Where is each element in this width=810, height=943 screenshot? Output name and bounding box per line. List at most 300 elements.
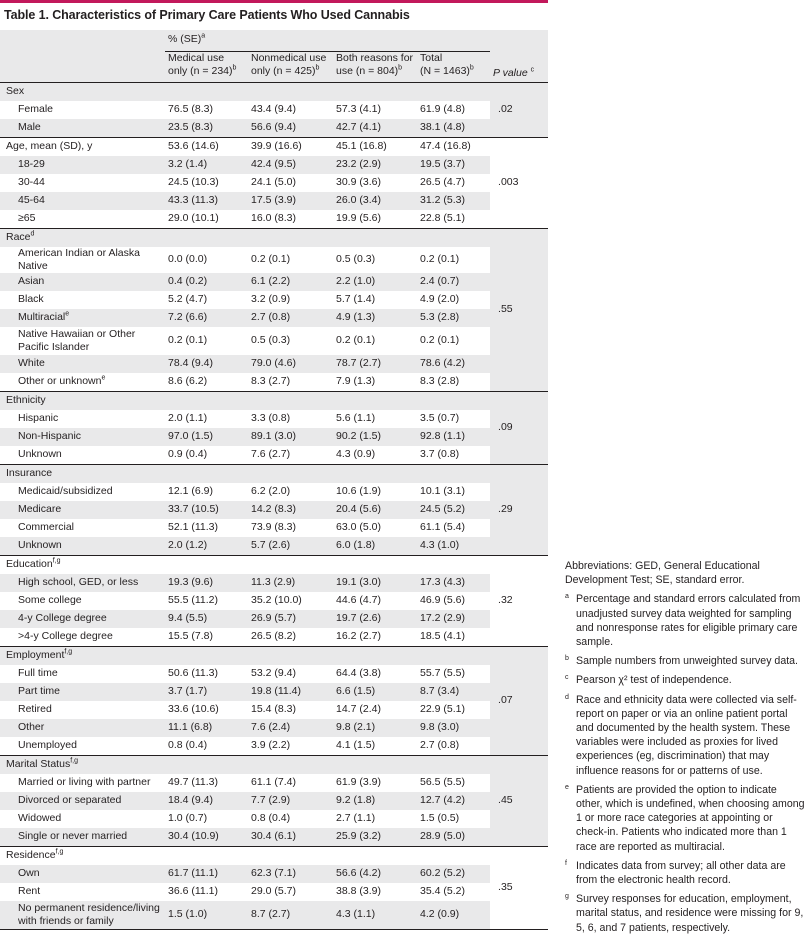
value-cell: 3.2 (1.4) xyxy=(168,158,208,170)
table-title: Table 1. Characteristics of Primary Care Patients Who Used Cannabis xyxy=(4,8,410,22)
table-row xyxy=(0,101,548,119)
table-row xyxy=(0,774,548,792)
value-cell: 50.6 (11.3) xyxy=(168,667,219,679)
table-row xyxy=(0,610,548,628)
footnote-list xyxy=(565,592,805,934)
value-cell: 5.6 (1.1) xyxy=(336,412,376,424)
section-value-cell xyxy=(165,82,248,101)
row-label-text: 4-y College degree xyxy=(18,612,107,624)
table-row xyxy=(0,273,548,291)
row-label xyxy=(0,309,165,327)
value-cell: 60.2 (5.2) xyxy=(420,867,465,879)
value-cell: 56.6 (4.2) xyxy=(336,867,381,879)
abbreviations: Abbreviations: GED, General Educational Development Test; SE, standard error. xyxy=(565,560,760,587)
value-cell: 8.6 (6.2) xyxy=(168,375,208,387)
value-cell: 16.0 (8.3) xyxy=(251,212,296,224)
section-value-cell xyxy=(333,228,417,247)
value-cell: 0.5 (0.3) xyxy=(251,334,291,346)
value-cell: 0.8 (0.4) xyxy=(168,739,208,751)
row-label-mark: e xyxy=(65,310,70,318)
row-label-text: >4-y College degree xyxy=(18,630,113,642)
col-line1: Nonmedical use xyxy=(251,52,327,64)
value-cell: 4.3 (1.1) xyxy=(336,908,376,920)
footnote xyxy=(565,654,805,668)
value-cell: 25.9 (3.2) xyxy=(336,830,381,842)
value-cell: 12.7 (4.2) xyxy=(420,794,465,806)
section-value-cell xyxy=(333,646,417,665)
value-cell: 18.4 (9.4) xyxy=(168,794,213,806)
section-value-cell xyxy=(333,755,417,774)
section-value-cell xyxy=(165,228,248,247)
section-label-mark: f,g xyxy=(70,757,78,765)
section-value-cell: 47.4 (16.8) xyxy=(420,140,471,152)
row-label xyxy=(0,519,165,537)
value-cell: 61.1 (5.4) xyxy=(420,521,465,533)
section-label-mark: f,g xyxy=(55,848,64,856)
value-cell: 9.2 (1.8) xyxy=(336,794,376,806)
section-value-cell xyxy=(165,755,248,774)
value-cell: 9.8 (2.1) xyxy=(336,721,376,733)
section-row xyxy=(0,391,548,410)
p-value: .32 xyxy=(498,594,513,606)
row-label-text: Female xyxy=(18,103,54,115)
section-value-cell xyxy=(165,391,248,410)
section-value-cell xyxy=(333,82,417,101)
row-label xyxy=(0,701,165,719)
footnote-mark: c xyxy=(565,674,569,682)
value-cell: 57.3 (4.1) xyxy=(336,103,381,115)
row-label-text: Other xyxy=(18,721,45,733)
section-label xyxy=(0,755,165,774)
value-cell: 7.6 (2.4) xyxy=(251,721,291,733)
value-cell: 12.1 (6.9) xyxy=(168,485,213,497)
value-cell: 0.2 (0.1) xyxy=(420,334,460,346)
table-notes xyxy=(565,559,805,940)
footnote-text: Patients are provided the option to indicate other, which is undefined, when choosing among 1 or more race categories at appointing or check-in. Patients who indicated more than 1 race are reported as multiracial. xyxy=(576,783,805,853)
row-label-text: Widowed xyxy=(18,812,62,824)
footnote xyxy=(565,783,805,854)
value-cell: 15.4 (8.3) xyxy=(251,703,296,715)
value-cell: 31.2 (5.3) xyxy=(420,194,465,206)
value-cell: 52.1 (11.3) xyxy=(168,521,219,533)
header-blank xyxy=(0,30,165,52)
row-label-text: Retired xyxy=(18,703,52,715)
table-row xyxy=(0,792,548,810)
footnote-mark: f xyxy=(565,859,567,867)
table-row xyxy=(0,865,548,883)
col-mark: b xyxy=(469,64,474,72)
section-value-cell: 39.9 (16.6) xyxy=(251,140,302,152)
value-cell: 23.5 (8.3) xyxy=(168,121,213,133)
value-cell: 19.1 (3.0) xyxy=(336,576,381,588)
row-label-text: Black xyxy=(18,293,44,305)
value-cell: 46.9 (5.6) xyxy=(420,594,465,606)
section-value-cell xyxy=(417,82,490,101)
value-cell: 26.5 (4.7) xyxy=(420,176,465,188)
row-label-mark: e xyxy=(101,374,106,382)
value-cell: 0.8 (0.4) xyxy=(251,812,291,824)
row-label xyxy=(0,828,165,847)
value-cell: 90.2 (1.5) xyxy=(336,430,381,442)
row-label xyxy=(0,355,165,373)
section-value-cell xyxy=(248,82,333,101)
row-label xyxy=(0,291,165,309)
value-cell: 19.3 (9.6) xyxy=(168,576,213,588)
col-line1: Total xyxy=(420,52,443,64)
table-row xyxy=(0,483,548,501)
section-label-text: Education xyxy=(6,558,53,570)
row-label xyxy=(0,683,165,701)
value-cell: 17.5 (3.9) xyxy=(251,194,296,206)
section-label-text: Sex xyxy=(6,85,25,97)
value-cell: 92.8 (1.1) xyxy=(420,430,465,442)
row-label xyxy=(0,446,165,465)
value-cell: 43.3 (11.3) xyxy=(168,194,219,206)
value-cell: 36.6 (11.1) xyxy=(168,885,219,897)
table xyxy=(0,30,548,930)
value-cell: 4.1 (1.5) xyxy=(336,739,376,751)
value-cell: 7.9 (1.3) xyxy=(336,375,376,387)
value-cell: 56.6 (9.4) xyxy=(251,121,296,133)
value-cell: 1.5 (0.5) xyxy=(420,812,460,824)
section-label-mark: d xyxy=(30,230,35,238)
value-cell: 11.1 (6.8) xyxy=(168,721,213,733)
section-row xyxy=(0,464,548,483)
value-cell: 9.4 (5.5) xyxy=(168,612,208,624)
value-cell: 8.3 (2.7) xyxy=(251,375,291,387)
table-row xyxy=(0,574,548,592)
value-cell: 78.6 (4.2) xyxy=(420,357,465,369)
section-row xyxy=(0,646,548,665)
row-label xyxy=(0,101,165,119)
row-label xyxy=(0,192,165,210)
section-value-cell xyxy=(417,846,490,865)
section-label-text: Marital Status xyxy=(6,758,71,770)
row-label-text: Single or never married xyxy=(18,830,128,842)
col-mark: b xyxy=(398,64,403,72)
section-label-text: Age, mean (SD), y xyxy=(6,140,93,152)
section-label xyxy=(0,846,165,865)
row-label xyxy=(0,774,165,792)
value-cell: 29.0 (10.1) xyxy=(168,212,219,224)
footnote xyxy=(565,892,805,935)
header-span-label: % (SE) xyxy=(168,33,202,45)
value-cell: 33.6 (10.6) xyxy=(168,703,219,715)
value-cell: 5.7 (2.6) xyxy=(251,539,291,551)
header-span xyxy=(165,30,490,52)
section-label-text: Insurance xyxy=(6,467,53,479)
row-label xyxy=(0,373,165,392)
value-cell: 6.1 (2.2) xyxy=(251,275,291,287)
row-label-text: Full time xyxy=(18,667,58,679)
value-cell: 3.7 (0.8) xyxy=(420,448,460,460)
pvalue-mark: c xyxy=(530,66,535,73)
value-cell: 0.2 (0.1) xyxy=(251,253,291,265)
header-col-nonmedical xyxy=(248,52,333,83)
table-row xyxy=(0,309,548,327)
footnote-text: Sample numbers from unweighted survey data. xyxy=(576,655,798,668)
value-cell: 17.2 (2.9) xyxy=(420,612,465,624)
value-cell: 0.2 (0.1) xyxy=(420,253,460,265)
row-label xyxy=(0,501,165,519)
value-cell: 14.2 (8.3) xyxy=(251,503,296,515)
section-row xyxy=(0,755,548,774)
row-label-text: Medicare xyxy=(18,503,62,515)
value-cell: 62.3 (7.1) xyxy=(251,867,296,879)
section-value-cell xyxy=(333,846,417,865)
section-value-cell: 45.1 (16.8) xyxy=(336,140,387,152)
p-value: .02 xyxy=(498,103,513,115)
row-label-text: ≥65 xyxy=(18,212,36,224)
section-value-cell xyxy=(333,391,417,410)
section-row xyxy=(0,82,548,101)
value-cell: 0.4 (0.2) xyxy=(168,275,208,287)
row-label xyxy=(0,574,165,592)
table-row xyxy=(0,683,548,701)
value-cell: 4.3 (0.9) xyxy=(336,448,376,460)
value-cell: 15.5 (7.8) xyxy=(168,630,213,642)
section-value-cell xyxy=(165,846,248,865)
row-label xyxy=(0,865,165,883)
section-value-cell xyxy=(333,555,417,574)
table-row xyxy=(0,291,548,309)
value-cell: 10.6 (1.9) xyxy=(336,485,381,497)
row-label xyxy=(0,665,165,683)
value-cell: 2.0 (1.2) xyxy=(168,539,208,551)
value-cell: 8.7 (3.4) xyxy=(420,685,460,697)
section-label xyxy=(0,555,165,574)
row-label-text: Non-Hispanic xyxy=(18,430,82,442)
row-label xyxy=(0,901,165,930)
section-value-cell xyxy=(165,555,248,574)
table-row xyxy=(0,665,548,683)
row-label-text: Native Hawaiian or Other Pacific Islander xyxy=(18,327,136,353)
footnote-mark: a xyxy=(565,593,569,601)
value-cell: 16.2 (2.7) xyxy=(336,630,381,642)
value-cell: 61.7 (11.1) xyxy=(168,867,219,879)
footnote-text: Survey responses for education, employment, marital status, and residence were missing for 9, 5, 6, and 7 patients, respectively. xyxy=(576,893,804,934)
table-row xyxy=(0,901,548,930)
table-body xyxy=(0,82,548,929)
header-col-total xyxy=(417,52,490,83)
row-label-text: Asian xyxy=(18,275,45,287)
table-row xyxy=(0,537,548,556)
row-label xyxy=(0,883,165,901)
row-label xyxy=(0,174,165,192)
col-line2: use (n = 804) xyxy=(336,65,399,77)
row-label xyxy=(0,210,165,229)
value-cell: 30.4 (6.1) xyxy=(251,830,296,842)
section-value-cell xyxy=(248,555,333,574)
value-cell: 7.7 (2.9) xyxy=(251,794,291,806)
row-label-text: Unknown xyxy=(18,539,62,551)
section-value-cell xyxy=(417,646,490,665)
row-label xyxy=(0,410,165,428)
value-cell: 53.2 (9.4) xyxy=(251,667,296,679)
col-line1: Both reasons for xyxy=(336,52,414,64)
col-line1: Medical use xyxy=(168,52,225,64)
value-cell: 2.7 (0.8) xyxy=(251,311,291,323)
value-cell: 56.5 (5.5) xyxy=(420,776,465,788)
section-row xyxy=(0,137,548,156)
value-cell: 5.2 (4.7) xyxy=(168,293,208,305)
value-cell: 49.7 (11.3) xyxy=(168,776,219,788)
row-label xyxy=(0,119,165,138)
value-cell: 26.0 (3.4) xyxy=(336,194,381,206)
table-row xyxy=(0,810,548,828)
value-cell: 14.7 (2.4) xyxy=(336,703,381,715)
value-cell: 0.9 (0.4) xyxy=(168,448,208,460)
table-row xyxy=(0,828,548,847)
value-cell: 1.0 (0.7) xyxy=(168,812,208,824)
footnote-mark: e xyxy=(565,783,569,791)
row-label xyxy=(0,428,165,446)
row-label-text: Other or unknown xyxy=(18,375,102,387)
table-row xyxy=(0,355,548,373)
row-label-text: Divorced or separated xyxy=(18,794,122,806)
footnote-text: Indicates data from survey; all other data are from the electronic health record. xyxy=(576,859,786,887)
value-cell: 4.9 (1.3) xyxy=(336,311,376,323)
row-label-text: Hispanic xyxy=(18,412,59,424)
value-cell: 61.1 (7.4) xyxy=(251,776,296,788)
value-cell: 55.7 (5.5) xyxy=(420,667,465,679)
section-value-cell xyxy=(165,646,248,665)
table-row xyxy=(0,592,548,610)
table-row xyxy=(0,119,548,138)
row-label xyxy=(0,592,165,610)
value-cell: 5.3 (2.8) xyxy=(420,311,460,323)
value-cell: 42.7 (4.1) xyxy=(336,121,381,133)
value-cell: 38.1 (4.8) xyxy=(420,121,465,133)
value-cell: 24.1 (5.0) xyxy=(251,176,296,188)
value-cell: 28.9 (5.0) xyxy=(420,830,465,842)
header-col-medical xyxy=(165,52,248,83)
footnote xyxy=(565,859,805,887)
section-label xyxy=(0,137,165,156)
value-cell: 17.3 (4.3) xyxy=(420,576,465,588)
row-label xyxy=(0,327,165,355)
section-value-cell xyxy=(417,464,490,483)
footnote-mark: g xyxy=(565,893,569,901)
section-label-text: Employment xyxy=(6,649,65,661)
row-label-text: Medicaid/subsidized xyxy=(18,485,113,497)
row-label xyxy=(0,247,165,273)
value-cell: 38.8 (3.9) xyxy=(336,885,381,897)
p-value: .07 xyxy=(498,694,513,706)
value-cell: 35.4 (5.2) xyxy=(420,885,465,897)
row-label xyxy=(0,628,165,647)
section-row xyxy=(0,555,548,574)
value-cell: 24.5 (10.3) xyxy=(168,176,219,188)
value-cell: 2.2 (1.0) xyxy=(336,275,376,287)
footnote-text: Race and ethnicity data were collected via self-report on paper or via an online patient portal and documented by the health system. These variables were included as proxies for lived experiences (eg, discrimination) that may influence reasons for or patterns of use. xyxy=(576,693,797,777)
section-label xyxy=(0,82,165,101)
value-cell: 9.8 (3.0) xyxy=(420,721,460,733)
value-cell: 8.7 (2.7) xyxy=(251,908,291,920)
col-line2: only (n = 425) xyxy=(251,65,316,77)
value-cell: 24.5 (5.2) xyxy=(420,503,465,515)
col-line2: only (n = 234) xyxy=(168,65,233,77)
footnote-text: Percentage and standard errors calculated from unadjusted survey data weighted for sampling and nonresponse rates for eligible primary care sample. xyxy=(576,593,801,649)
value-cell: 3.7 (1.7) xyxy=(168,685,208,697)
value-cell: 29.0 (5.7) xyxy=(251,885,296,897)
table-row xyxy=(0,737,548,756)
section-label xyxy=(0,646,165,665)
value-cell: 2.0 (1.1) xyxy=(168,412,208,424)
row-label-text: No permanent residence/living with friends or family xyxy=(18,901,160,927)
row-label-text: Rent xyxy=(18,885,41,897)
row-label-text: Unknown xyxy=(18,448,62,460)
value-cell: 19.8 (11.4) xyxy=(251,685,302,697)
value-cell: 22.9 (5.1) xyxy=(420,703,465,715)
value-cell: 43.4 (9.4) xyxy=(251,103,296,115)
row-label-text: Multiracial xyxy=(18,311,66,323)
value-cell: 61.9 (3.9) xyxy=(336,776,381,788)
section-value-cell xyxy=(417,228,490,247)
value-cell: 33.7 (10.5) xyxy=(168,503,219,515)
value-cell: 26.5 (8.2) xyxy=(251,630,296,642)
table-row xyxy=(0,373,548,392)
section-label-text: Ethnicity xyxy=(6,394,46,406)
row-label-text: American Indian or Alaska Native xyxy=(18,246,140,272)
header-blank-p xyxy=(490,30,548,52)
section-label-text: Race xyxy=(6,231,31,243)
value-cell: 0.0 (0.0) xyxy=(168,253,208,265)
row-label xyxy=(0,156,165,174)
row-label-text: Married or living with partner xyxy=(18,776,151,788)
row-label-text: 45-64 xyxy=(18,194,45,206)
header-col-both xyxy=(333,52,417,83)
value-cell: 3.2 (0.9) xyxy=(251,293,291,305)
table-row xyxy=(0,519,548,537)
table-row xyxy=(0,628,548,647)
row-label-text: Own xyxy=(18,867,40,879)
row-label xyxy=(0,537,165,556)
row-label-text: Some college xyxy=(18,594,82,606)
footnote xyxy=(565,592,805,649)
row-label xyxy=(0,737,165,756)
value-cell: 26.9 (5.7) xyxy=(251,612,296,624)
table-row xyxy=(0,210,548,229)
row-label xyxy=(0,483,165,501)
footnote-mark: b xyxy=(565,655,569,663)
value-cell: 19.5 (3.7) xyxy=(420,158,465,170)
p-value: .09 xyxy=(498,421,513,433)
table-row xyxy=(0,701,548,719)
row-label-text: Unemployed xyxy=(18,739,77,751)
row-label-text: Commercial xyxy=(18,521,75,533)
section-value-cell xyxy=(248,755,333,774)
section-value-cell xyxy=(417,555,490,574)
value-cell: 6.2 (2.0) xyxy=(251,485,291,497)
value-cell: 64.4 (3.8) xyxy=(336,667,381,679)
value-cell: 42.4 (9.5) xyxy=(251,158,296,170)
value-cell: 4.9 (2.0) xyxy=(420,293,460,305)
value-cell: 44.6 (4.7) xyxy=(336,594,381,606)
value-cell: 4.2 (0.9) xyxy=(420,908,460,920)
value-cell: 6.6 (1.5) xyxy=(336,685,376,697)
row-label xyxy=(0,792,165,810)
footnote-mark: d xyxy=(565,693,569,701)
row-label-text: Part time xyxy=(18,685,61,697)
value-cell: 0.5 (0.3) xyxy=(336,253,376,265)
section-value-cell xyxy=(248,646,333,665)
value-cell: 19.9 (5.6) xyxy=(336,212,381,224)
title-rule xyxy=(0,0,548,3)
section-value-cell xyxy=(417,391,490,410)
table-row xyxy=(0,156,548,174)
value-cell: 8.3 (2.8) xyxy=(420,375,460,387)
